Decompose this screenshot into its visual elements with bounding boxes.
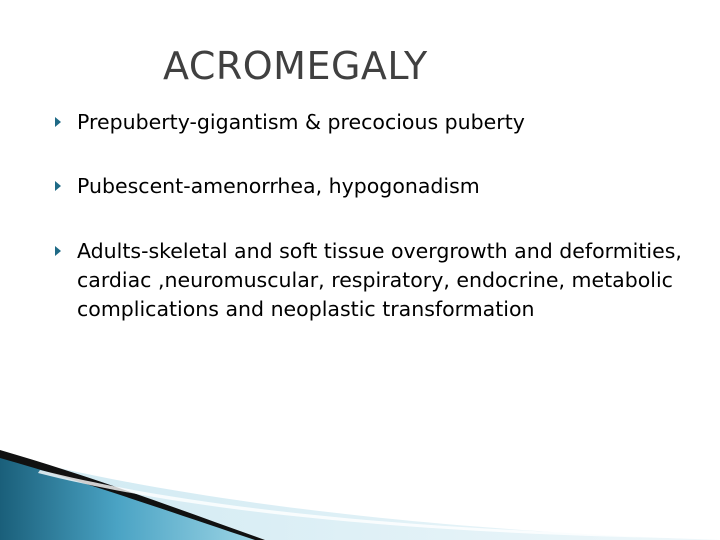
bullet-item [55, 237, 685, 324]
triangle-right-icon [55, 181, 61, 191]
triangle-right-icon [55, 246, 61, 256]
bullet-item [55, 108, 685, 137]
slide-title: ACROMEGALY [163, 44, 428, 88]
triangle-right-icon [55, 117, 61, 127]
bullet-text: Adults-skeletal and soft tissue overgrowth and deformities, cardiac ,neuromuscular, respiratory, endocrine, metabolic complications and neoplastic transformation [77, 239, 682, 321]
bullet-text: Prepuberty-gigantism & precocious puberty [77, 110, 525, 134]
bullet-item [55, 172, 685, 201]
bullet-text: Pubescent-amenorrhea, hypogonadism [77, 174, 480, 198]
corner-wave-decoration [0, 440, 720, 540]
